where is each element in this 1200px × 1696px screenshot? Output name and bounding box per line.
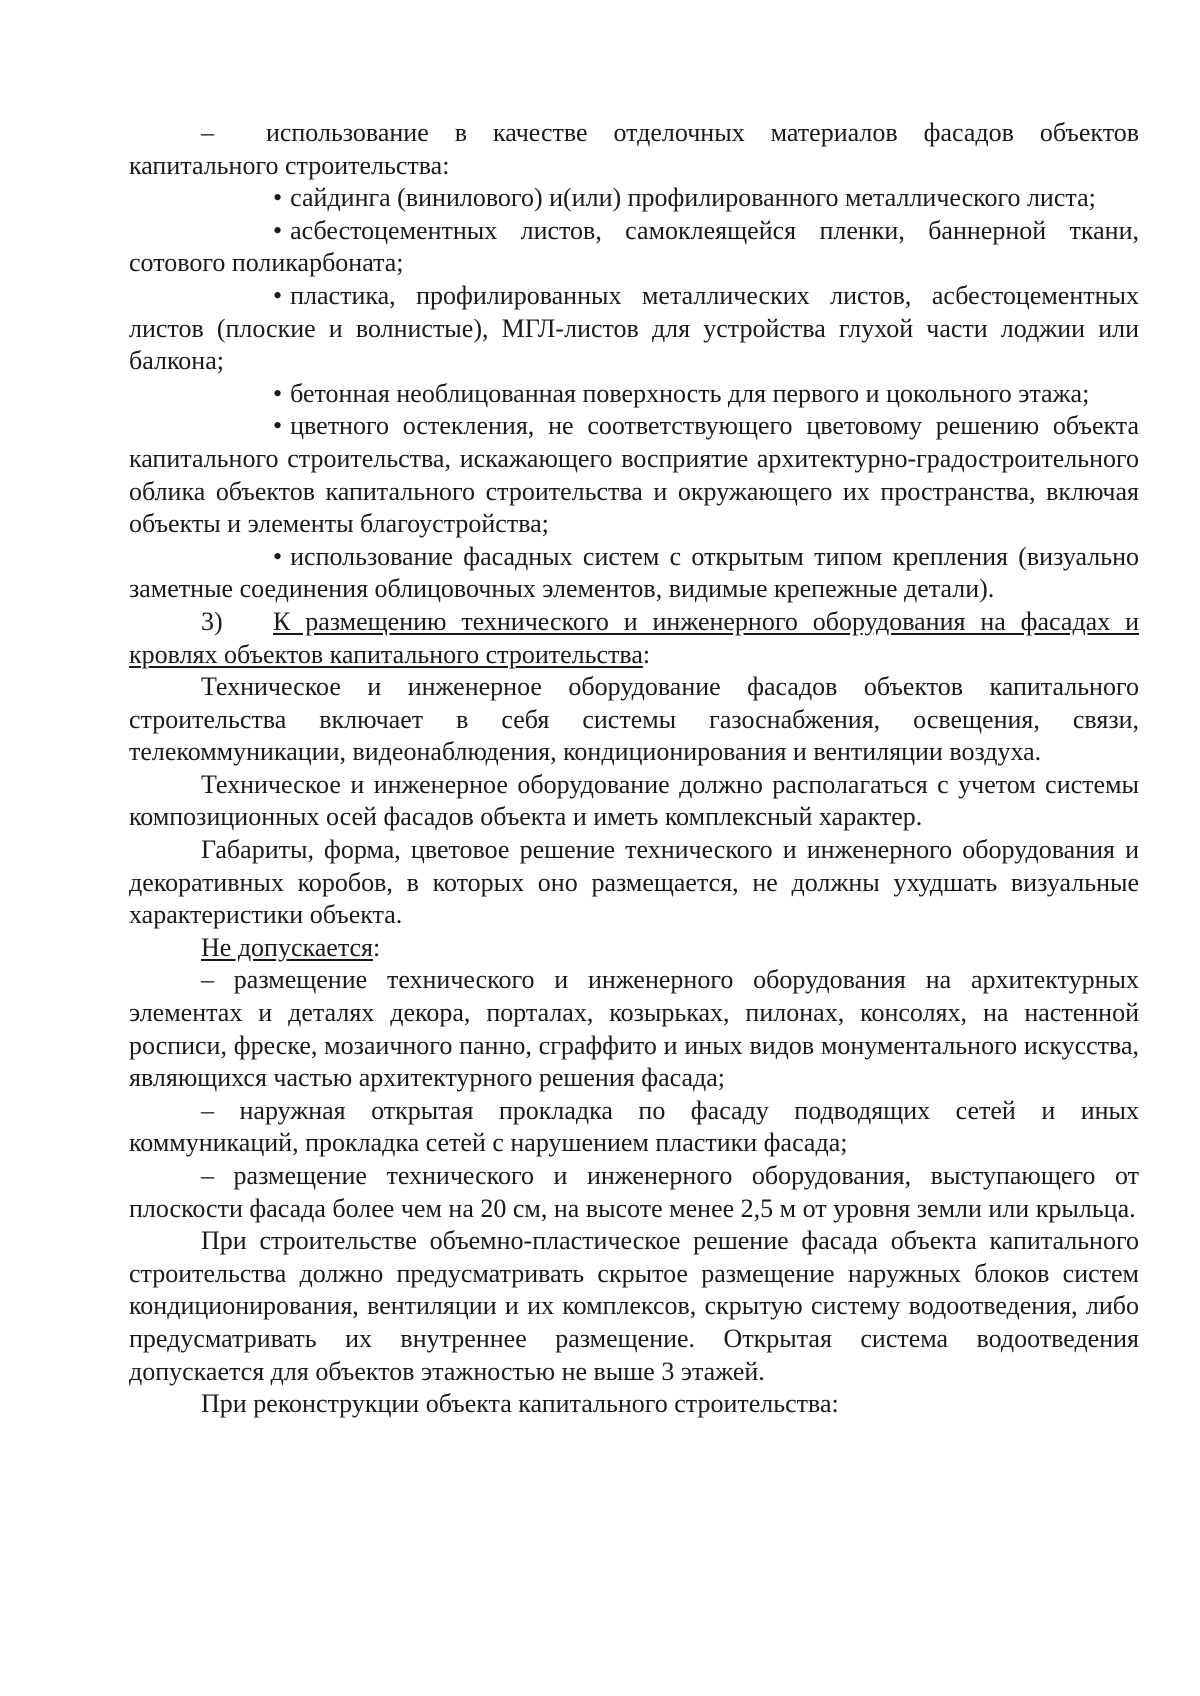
list-item bbox=[129, 1160, 1139, 1225]
bullet-marker: • bbox=[273, 378, 283, 408]
bullet-item bbox=[129, 541, 1139, 606]
subheading-text: Не допускается bbox=[201, 932, 373, 962]
item-text: использование фасадных систем с открытым типом крепления (визуально заметные соединения облицовочных элементов, видимые крепежные детали). bbox=[129, 541, 1139, 604]
bullet-marker: • bbox=[273, 411, 283, 441]
paragraph: Габариты, форма, цветовое решение технического и инженерного оборудования и декоративных коробов, в которых оно размещается, не должны ухудшать визуальные характеристики объекта. bbox=[129, 835, 1139, 930]
item-text: цветного остекления, не соответствующего цветовому решению объекта капитального строительства, искажающего восприятие архитектурно-градостроительного облика объектов капитального строительства и окружающего их пространства, включая объекты и элементы благоустройства; bbox=[129, 411, 1139, 539]
item-text: асбестоцементных листов, самоклеящейся пленки, баннерной ткани, сотового поликарбоната; bbox=[129, 215, 1139, 278]
paragraph: Техническое и инженерное оборудование фасадов объектов капитального строительства включает в себя системы газоснабжения, освещения, связи, телекоммуникации, видеонаблюдения, кондиционирования и вентиляции воздуха. bbox=[129, 672, 1139, 767]
bullet-item bbox=[129, 182, 1139, 215]
list-item bbox=[129, 1095, 1139, 1160]
bullet-item bbox=[129, 378, 1139, 411]
bullet-marker: • bbox=[273, 183, 283, 213]
paragraph: При реконструкции объекта капитального строительства: bbox=[201, 1389, 839, 1419]
item-text: наружная открытая прокладка по фасаду подводящих сетей и иных коммуникаций, прокладка сетей с нарушением пластики фасада; bbox=[129, 1095, 1140, 1158]
section-heading bbox=[129, 606, 1139, 671]
dash-marker: – bbox=[201, 1095, 214, 1125]
subheading-suffix: : bbox=[373, 932, 381, 962]
item-text: бетонная необлицованная поверхность для первого и цокольного этажа; bbox=[290, 378, 1090, 408]
bullet-marker: • bbox=[273, 541, 283, 571]
item-text: сайдинга (винилового) и(или) профилированного металлического листа; bbox=[290, 183, 1096, 213]
dash-marker: – bbox=[201, 1161, 214, 1190]
bullet-marker: • bbox=[273, 280, 283, 310]
item-text: использование в качестве отделочных материалов фасадов объектов капитального строительства: bbox=[129, 118, 1139, 180]
bullet-marker: • bbox=[273, 215, 283, 245]
list-item bbox=[129, 964, 1139, 1094]
bullet-item bbox=[129, 280, 1139, 378]
dash-marker: – bbox=[201, 118, 214, 147]
section-title-suffix: : bbox=[642, 639, 651, 669]
dash-marker: – bbox=[201, 965, 214, 995]
bullet-item bbox=[129, 410, 1139, 540]
section-number: 3) bbox=[201, 606, 223, 636]
paragraph: При строительстве объемно-пластическое решение фасада объекта капитального строительства должно предусматривать скрытое размещение наружных блоков систем кондиционирования, вентиляции и их комплексов, скрытую систему водоотведения, либо предусматривать их внутреннее размещение. Открытая система водоотведения допускается для объектов этажностью не выше 3 этажей. bbox=[129, 1226, 1139, 1386]
bullet-item bbox=[129, 215, 1139, 280]
subheading bbox=[129, 932, 1139, 965]
section-title: К размещению технического и инженерного оборудования на фасадах и кровлях объектов капитального строительства bbox=[129, 606, 1139, 669]
paragraph: Техническое и инженерное оборудование должно располагаться с учетом системы композиционных осей фасадов объекта и иметь комплексный характер. bbox=[129, 769, 1139, 832]
list-item bbox=[129, 117, 1139, 182]
item-text: пластика, профилированных металлических листов, асбестоцементных листов (плоские и волнистые), МГЛ-листов для устройства глухой части лоджии или балкона; bbox=[129, 280, 1139, 376]
item-text: размещение технического и инженерного оборудования на архитектурных элементах и деталях декора, порталах, козырьках, пилонах, консолях, на настенной росписи, фреске, мозаичного панно, сграффито и иных видов монументального искусства, являющихся частью архитектурного решения фасада; bbox=[129, 965, 1139, 1093]
document-body bbox=[129, 117, 1139, 1421]
item-text: размещение технического и инженерного оборудования, выступающего от плоскости фасада более чем на 20 см, на высоте менее 2,5 м от уровня земли или крыльца. bbox=[129, 1161, 1139, 1223]
